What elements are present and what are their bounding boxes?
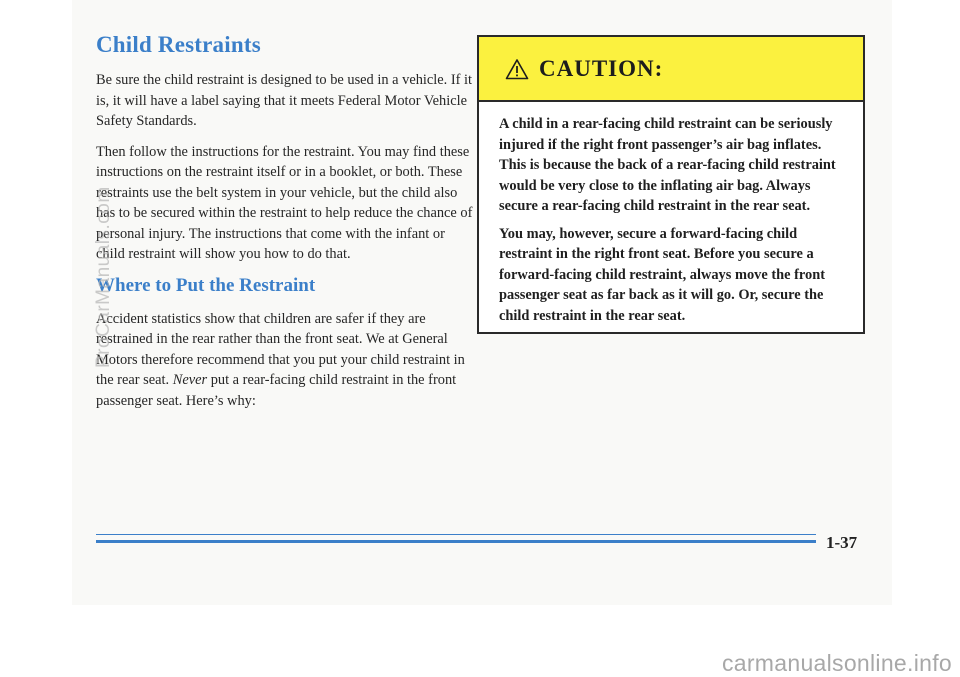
caution-box xyxy=(477,35,865,334)
caution-body xyxy=(479,102,863,326)
paragraph-accident-statistics xyxy=(96,309,474,412)
section-title: Child Restraints xyxy=(96,32,261,57)
p3-end: put a rear-facing child restraint in the front passenger seat. Here’s why: xyxy=(96,372,457,409)
side-watermark: ProCarManuals.com xyxy=(93,186,114,368)
warning-triangle-icon xyxy=(505,58,529,80)
paragraph-follow-instructions: Then follow the instructions for the restraint. You may find these instructions on the restraint itself or in a booklet, or both. These restraints use the belt system in your vehicle, but the child also has to be secured within the restraint to help reduce the chance of personal injury. The instructions that come with the infant or child restraint will show you how to do that. xyxy=(96,143,473,262)
left-column xyxy=(96,32,474,421)
bottom-watermark: carmanualsonline.info xyxy=(721,650,952,676)
page-number: 1-37 xyxy=(826,533,858,552)
caution-title: CAUTION: xyxy=(539,55,664,81)
p3-start: Accident statistics show that children are safer if they are restrained in the rear rather than the front seat. We at General Motors therefore recommend that you put your child restraint in the rear seat. xyxy=(96,310,465,388)
caution-header xyxy=(479,37,863,102)
caution-paragraph-forward-facing: You may, however, secure a forward-facing child restraint in the right front seat. Before you secure a forward-facing child restraint, always move the front passenger seat as far back as it will go. Or, secure the child restraint in the rear seat. xyxy=(499,225,826,324)
subheading-where-to-put: Where to Put the Restraint xyxy=(96,274,316,296)
footer-rule-thick xyxy=(96,540,816,543)
never-emphasis: Never xyxy=(172,372,208,388)
caution-paragraph-rear-facing: A child in a rear-facing child restraint can be seriously injured if the right front passenger’s air bag inflates. This is because the back of a rear-facing child restraint would be very close to the inflating air bag. Always secure a rear-facing child restraint in the rear seat. xyxy=(499,116,836,214)
paragraph-label-requirement: Be sure the child restraint is designed to be used in a vehicle. If it is, it will have a label saying that it meets Federal Motor Vehicle Safety Standards. xyxy=(96,72,473,129)
footer-rule-thin xyxy=(96,534,816,535)
